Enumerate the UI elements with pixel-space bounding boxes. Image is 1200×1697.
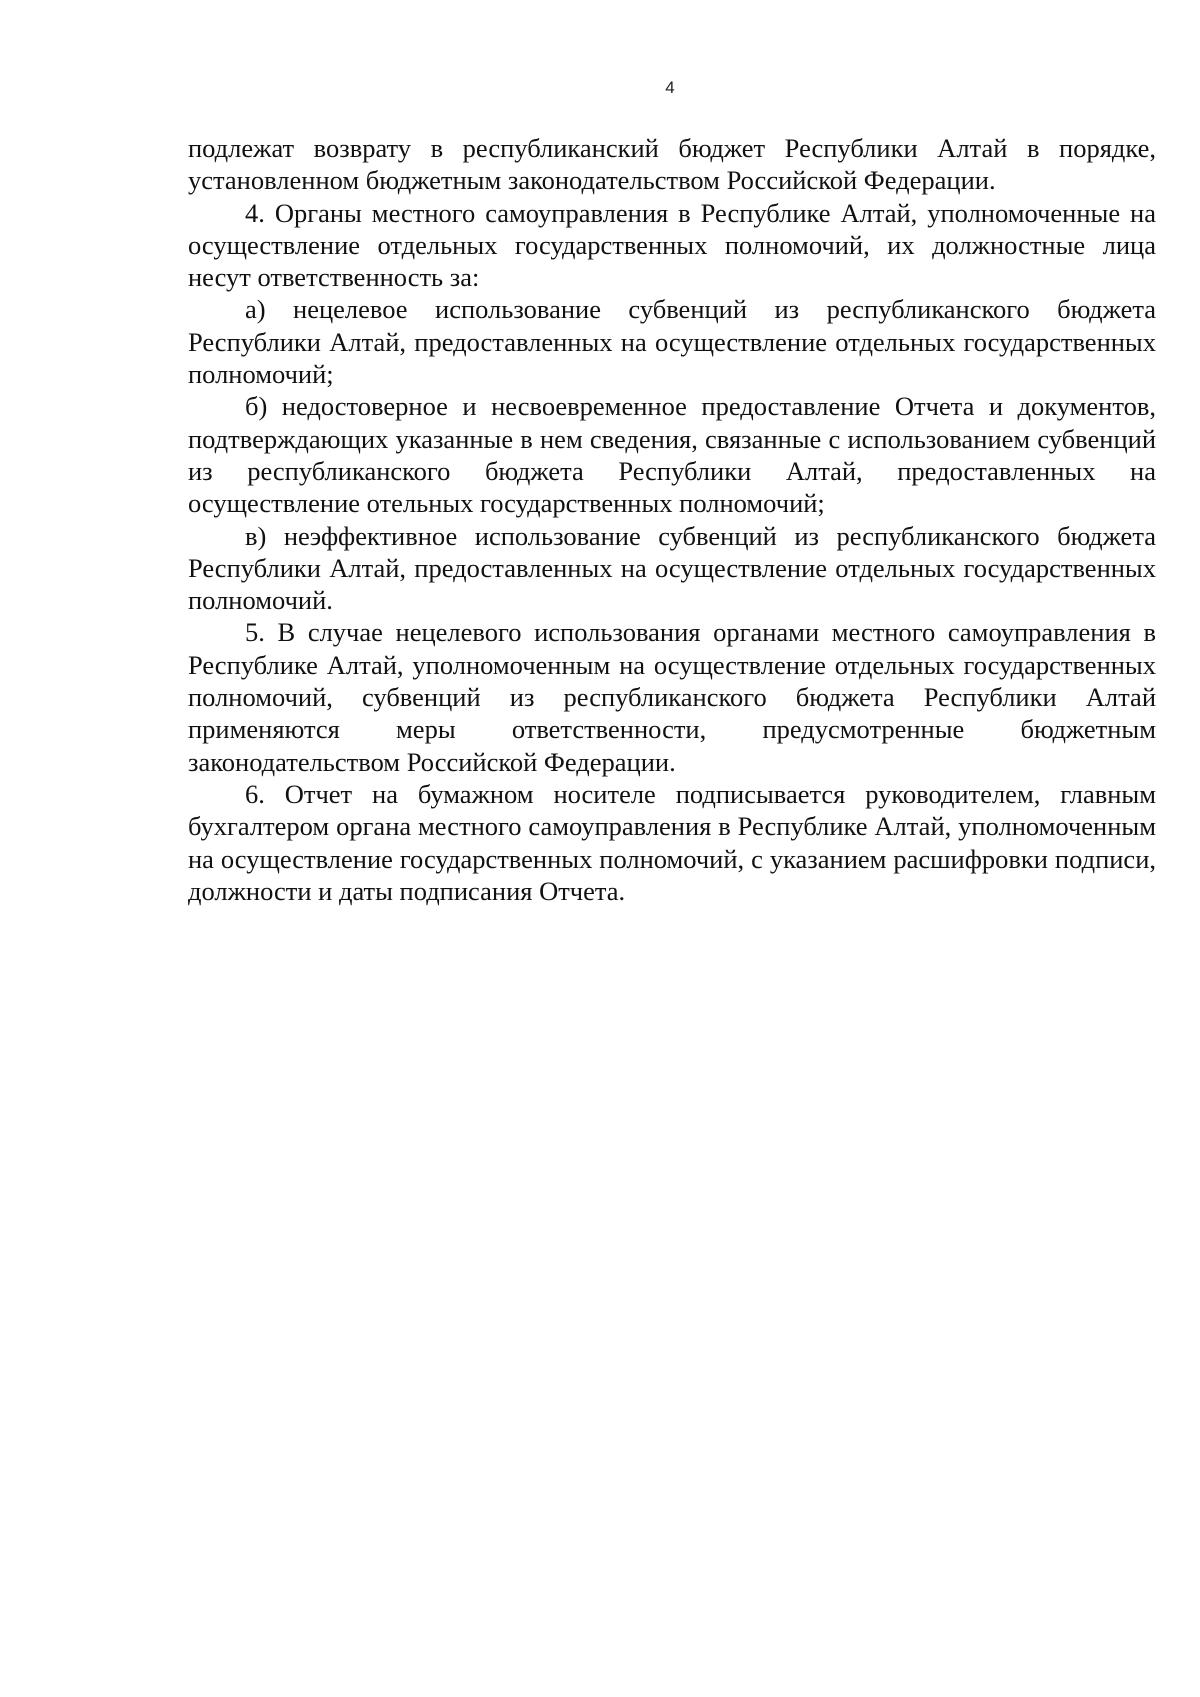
paragraph-item-6: 6. Отчет на бумажном носителе подписывается руководителем, главным бухгалтером органа местного самоуправления в Республике Алтай, уполномоченным на осуществление государственных полномочий, с указанием расшифровки подписи, должности и даты подписания Отчета. [188, 778, 1156, 906]
page-number: 4 [665, 78, 675, 97]
paragraph-item-4: 4. Органы местного самоуправления в Республике Алтай, уполномоченные на осуществление отдельных государственных полномочий, их должностные лица несут ответственность за: [188, 197, 1156, 293]
paragraph-subitem-b: б) недостоверное и несвоевременное предоставление Отчета и документов, подтверждающих указанные в нем сведения, связанные с использованием субвенций из республиканского бюджета Республики Алтай, предоставленных на осуществление отельных государственных полномочий; [188, 391, 1156, 519]
paragraph-subitem-v: в) неэффективное использование субвенций из республиканского бюджета Республики Алтай, предоставленных на осуществление отдельных государственных полномочий. [188, 520, 1156, 616]
paragraph-subitem-a: а) нецелевое использование субвенций из республиканского бюджета Республики Алтай, предоставленных на осуществление отдельных государственных полномочий; [188, 294, 1156, 390]
paragraph-item-5: 5. В случае нецелевого использования органами местного самоуправления в Республике Алтай, уполномоченным на осуществление отдельных государственных полномочий, субвенций из республиканского бюджета Республики Алтай применяются меры ответственности, предусмотренные бюджетным законодательством Российской Федерации. [188, 617, 1156, 777]
paragraph-continuation: подлежат возврату в республиканский бюджет Республики Алтай в порядке, установленном бюджетным законодательством Российской Федерации. [188, 133, 1156, 196]
document-body [188, 132, 1156, 907]
